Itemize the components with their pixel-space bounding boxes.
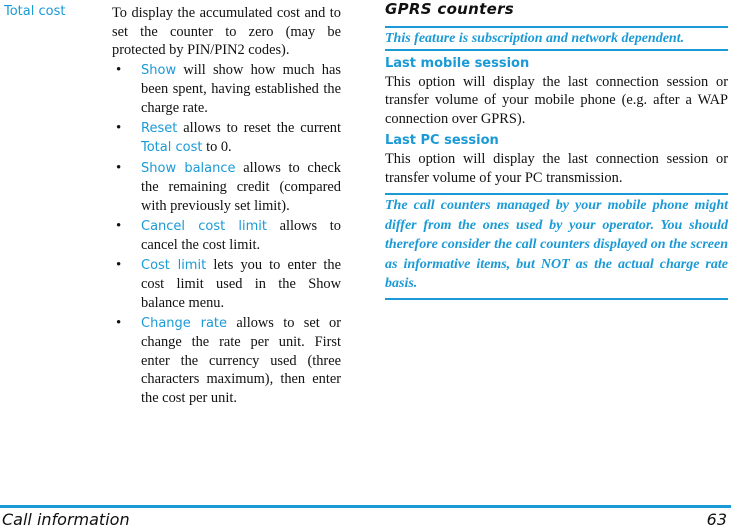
subscription-note: This feature is subscription and network dependent. [385,31,685,46]
footer-rule [0,505,731,508]
footer-section-title: Call information [2,510,130,529]
list-item-cancel-cost-limit: • Cancel cost limit allows to cancel the cost limit. [112,217,341,255]
total-cost-intro: To display the accumulated cost and to set the counter to zero (may be protected by PIN/PIN2 codes). [112,5,341,59]
divider [385,49,728,51]
term-reset: Reset [141,120,178,136]
subheading-last-pc-session: Last PC session [385,133,499,149]
last-mobile-session-description: This option will display the last connection session or transfer volume of your mobile phone (e.g. after a WAP connection over GPRS). [385,73,728,127]
divider [385,26,728,28]
divider [385,298,728,300]
term-show: Show [141,62,177,78]
total-cost-options-list [112,61,341,408]
section-label-total-cost: Total cost [4,4,66,19]
term-show-balance: Show balance [141,160,236,176]
subheading-last-mobile-session: Last mobile session [385,55,530,71]
term-change-rate: Change rate [141,315,228,331]
divider [385,193,728,195]
call-counters-note: The call counters managed by your mobile phone might differ from the ones used by your operator. You should therefore consider the call counters displayed on the screen as informative items, but NOT as the actual charge rate basis. [385,198,728,292]
last-pc-session-description: This option will display the last connection session or transfer volume of your PC transmission. [385,151,728,186]
list-item-reset: • Reset allows to reset the current Total cost to 0. [112,119,341,158]
list-item-show-balance: • Show balance allows to check the remaining credit (compared with previously set limit). [112,159,341,216]
term-total-cost: Total cost [141,140,203,156]
list-item-show: • Show will show how much has been spent, having established the charge rate. [112,61,341,118]
page-number: 63 [706,510,727,529]
list-item-change-rate: • Change rate allows to set or change the rate per unit. First enter the currency used (three characters maximum), then enter the cost per unit. [112,314,341,408]
section-heading-gprs-counters: GPRS counters [385,0,515,18]
total-cost-description [112,4,341,407]
list-item-cost-limit: • Cost limit lets you to enter the cost limit used in the Show balance menu. [112,256,341,313]
term-cancel-cost-limit: Cancel cost limit [141,218,267,234]
gprs-counters-section [385,0,728,300]
term-cost-limit: Cost limit [141,257,207,273]
